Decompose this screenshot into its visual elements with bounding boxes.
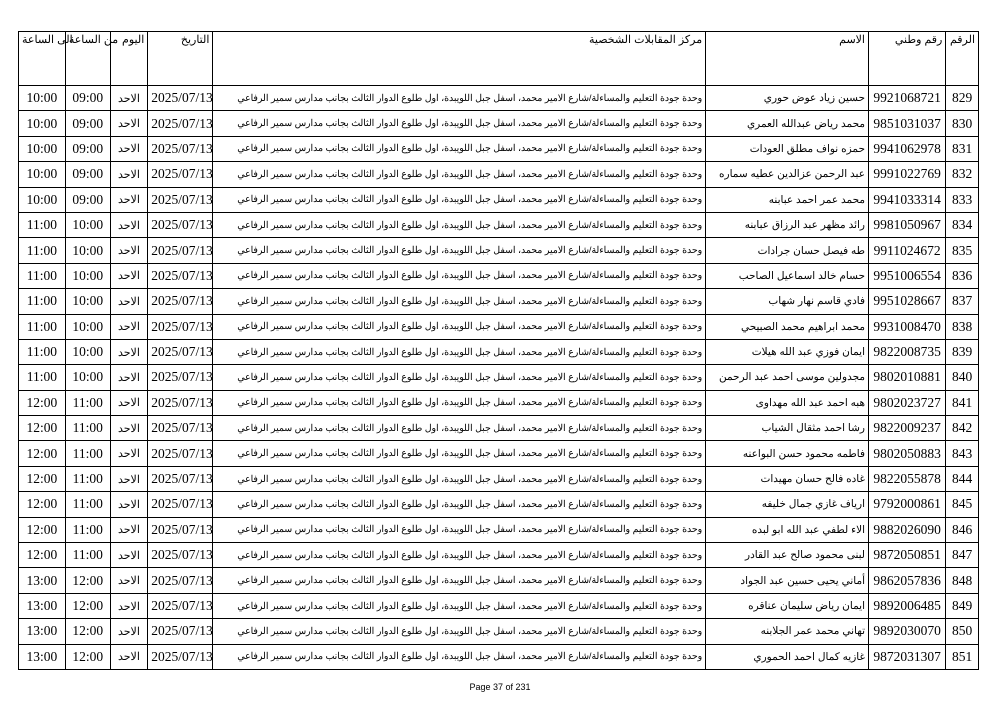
header-day: اليوم (110, 32, 148, 86)
national-id-cell: 9862057836 (869, 568, 946, 593)
day-cell: الاحد (110, 238, 148, 263)
date-cell: 2025/07/13 (148, 263, 213, 288)
to-time-cell: 11:00 (19, 263, 66, 288)
from-time-cell: 11:00 (65, 492, 110, 517)
name-cell: ايمان فوزي عبد الله هيلات (706, 339, 869, 364)
number-cell: 837 (946, 289, 979, 314)
from-time-cell: 11:00 (65, 416, 110, 441)
from-time-cell: 10:00 (65, 314, 110, 339)
number-cell: 845 (946, 492, 979, 517)
center-cell: وحدة جودة التعليم والمساءلة/شارع الامير محمد، اسفل جبل اللويبدة، اول طلوع الدوار الثالث بجانب مدارس سمير الرفاعي (213, 543, 706, 568)
from-time-cell: 12:00 (65, 568, 110, 593)
number-cell: 832 (946, 162, 979, 187)
header-number: الرقم (946, 32, 979, 86)
day-cell: الاحد (110, 593, 148, 618)
to-time-cell: 10:00 (19, 162, 66, 187)
name-cell: غاده فالح حسان مهيدات (706, 466, 869, 491)
table-row (19, 86, 979, 111)
to-time-cell: 11:00 (19, 238, 66, 263)
to-time-cell: 11:00 (19, 314, 66, 339)
date-cell: 2025/07/13 (148, 238, 213, 263)
center-cell: وحدة جودة التعليم والمساءلة/شارع الامير محمد، اسفل جبل اللويبدة، اول طلوع الدوار الثالث بجانب مدارس سمير الرفاعي (213, 289, 706, 314)
day-cell: الاحد (110, 619, 148, 644)
center-cell: وحدة جودة التعليم والمساءلة/شارع الامير محمد، اسفل جبل اللويبدة، اول طلوع الدوار الثالث بجانب مدارس سمير الرفاعي (213, 212, 706, 237)
to-time-cell: 12:00 (19, 492, 66, 517)
center-cell: وحدة جودة التعليم والمساءلة/شارع الامير محمد، اسفل جبل اللويبدة، اول طلوع الدوار الثالث بجانب مدارس سمير الرفاعي (213, 86, 706, 111)
name-cell: حمزه نواف مطلق العودات (706, 136, 869, 161)
day-cell: الاحد (110, 416, 148, 441)
from-time-cell: 10:00 (65, 365, 110, 390)
center-cell: وحدة جودة التعليم والمساءلة/شارع الامير محمد، اسفل جبل اللويبدة، اول طلوع الدوار الثالث بجانب مدارس سمير الرفاعي (213, 644, 706, 669)
to-time-cell: 10:00 (19, 187, 66, 212)
to-time-cell: 10:00 (19, 86, 66, 111)
date-cell: 2025/07/13 (148, 187, 213, 212)
number-cell: 843 (946, 441, 979, 466)
header-name: الاسم (706, 32, 869, 86)
number-cell: 829 (946, 86, 979, 111)
center-cell: وحدة جودة التعليم والمساءلة/شارع الامير محمد، اسفل جبل اللويبدة، اول طلوع الدوار الثالث بجانب مدارس سمير الرفاعي (213, 111, 706, 136)
day-cell: الاحد (110, 543, 148, 568)
national-id-cell: 9931008470 (869, 314, 946, 339)
from-time-cell: 09:00 (65, 162, 110, 187)
to-time-cell: 12:00 (19, 517, 66, 542)
table-row (19, 314, 979, 339)
to-time-cell: 10:00 (19, 111, 66, 136)
to-time-cell: 11:00 (19, 289, 66, 314)
number-cell: 842 (946, 416, 979, 441)
table-row (19, 238, 979, 263)
table-row (19, 111, 979, 136)
name-cell: ايمان رياض سليمان عناقره (706, 593, 869, 618)
center-cell: وحدة جودة التعليم والمساءلة/شارع الامير محمد، اسفل جبل اللويبدة، اول طلوع الدوار الثالث بجانب مدارس سمير الرفاعي (213, 263, 706, 288)
national-id-cell: 9911024672 (869, 238, 946, 263)
day-cell: الاحد (110, 212, 148, 237)
table-row (19, 212, 979, 237)
table-row (19, 466, 979, 491)
day-cell: الاحد (110, 365, 148, 390)
to-time-cell: 13:00 (19, 593, 66, 618)
day-cell: الاحد (110, 466, 148, 491)
national-id-cell: 9872031307 (869, 644, 946, 669)
center-cell: وحدة جودة التعليم والمساءلة/شارع الامير محمد، اسفل جبل اللويبدة، اول طلوع الدوار الثالث بجانب مدارس سمير الرفاعي (213, 466, 706, 491)
national-id-cell: 9941062978 (869, 136, 946, 161)
center-cell: وحدة جودة التعليم والمساءلة/شارع الامير محمد، اسفل جبل اللويبدة، اول طلوع الدوار الثالث بجانب مدارس سمير الرفاعي (213, 238, 706, 263)
day-cell: الاحد (110, 644, 148, 669)
number-cell: 850 (946, 619, 979, 644)
national-id-cell: 9941033314 (869, 187, 946, 212)
to-time-cell: 12:00 (19, 543, 66, 568)
from-time-cell: 10:00 (65, 212, 110, 237)
number-cell: 838 (946, 314, 979, 339)
date-cell: 2025/07/13 (148, 492, 213, 517)
table-row (19, 492, 979, 517)
day-cell: الاحد (110, 136, 148, 161)
center-cell: وحدة جودة التعليم والمساءلة/شارع الامير محمد، اسفل جبل اللويبدة، اول طلوع الدوار الثالث بجانب مدارس سمير الرفاعي (213, 365, 706, 390)
center-cell: وحدة جودة التعليم والمساءلة/شارع الامير محمد، اسفل جبل اللويبدة، اول طلوع الدوار الثالث بجانب مدارس سمير الرفاعي (213, 593, 706, 618)
date-cell: 2025/07/13 (148, 162, 213, 187)
name-cell: تهاني محمد عمر الجلابنه (706, 619, 869, 644)
national-id-cell: 9981050967 (869, 212, 946, 237)
name-cell: محمد ابراهيم محمد الصبيحي (706, 314, 869, 339)
from-time-cell: 11:00 (65, 441, 110, 466)
header-date: التاريخ (148, 32, 213, 86)
center-cell: وحدة جودة التعليم والمساءلة/شارع الامير محمد، اسفل جبل اللويبدة، اول طلوع الدوار الثالث بجانب مدارس سمير الرفاعي (213, 619, 706, 644)
from-time-cell: 11:00 (65, 543, 110, 568)
number-cell: 834 (946, 212, 979, 237)
national-id-cell: 9892006485 (869, 593, 946, 618)
date-cell: 2025/07/13 (148, 517, 213, 542)
center-cell: وحدة جودة التعليم والمساءلة/شارع الامير محمد، اسفل جبل اللويبدة، اول طلوع الدوار الثالث بجانب مدارس سمير الرفاعي (213, 492, 706, 517)
to-time-cell: 12:00 (19, 441, 66, 466)
table-row (19, 289, 979, 314)
date-cell: 2025/07/13 (148, 136, 213, 161)
day-cell: الاحد (110, 187, 148, 212)
name-cell: غازيه كمال احمد الحموري (706, 644, 869, 669)
number-cell: 846 (946, 517, 979, 542)
page-footer: Page 37 of 231 (469, 682, 531, 692)
number-cell: 835 (946, 238, 979, 263)
day-cell: الاحد (110, 86, 148, 111)
name-cell: فاطمه محمود حسن البواعنه (706, 441, 869, 466)
national-id-cell: 9951028667 (869, 289, 946, 314)
national-id-cell: 9872050851 (869, 543, 946, 568)
national-id-cell: 9822009237 (869, 416, 946, 441)
to-time-cell: 12:00 (19, 416, 66, 441)
from-time-cell: 10:00 (65, 263, 110, 288)
center-cell: وحدة جودة التعليم والمساءلة/شارع الامير محمد، اسفل جبل اللويبدة، اول طلوع الدوار الثالث بجانب مدارس سمير الرفاعي (213, 187, 706, 212)
table-row (19, 136, 979, 161)
name-cell: لبنى محمود صالح عبد القادر (706, 543, 869, 568)
national-id-cell: 9892030070 (869, 619, 946, 644)
date-cell: 2025/07/13 (148, 593, 213, 618)
name-cell: الاء لطفي عبد الله ابو لبده (706, 517, 869, 542)
number-cell: 844 (946, 466, 979, 491)
date-cell: 2025/07/13 (148, 441, 213, 466)
national-id-cell: 9921068721 (869, 86, 946, 111)
name-cell: محمد عمر احمد عبابنه (706, 187, 869, 212)
date-cell: 2025/07/13 (148, 212, 213, 237)
day-cell: الاحد (110, 111, 148, 136)
number-cell: 841 (946, 390, 979, 415)
number-cell: 833 (946, 187, 979, 212)
date-cell: 2025/07/13 (148, 390, 213, 415)
from-time-cell: 12:00 (65, 619, 110, 644)
day-cell: الاحد (110, 517, 148, 542)
center-cell: وحدة جودة التعليم والمساءلة/شارع الامير محمد، اسفل جبل اللويبدة، اول طلوع الدوار الثالث بجانب مدارس سمير الرفاعي (213, 136, 706, 161)
table-row (19, 517, 979, 542)
day-cell: الاحد (110, 162, 148, 187)
number-cell: 836 (946, 263, 979, 288)
table-row (19, 441, 979, 466)
day-cell: الاحد (110, 314, 148, 339)
date-cell: 2025/07/13 (148, 416, 213, 441)
date-cell: 2025/07/13 (148, 619, 213, 644)
from-time-cell: 09:00 (65, 111, 110, 136)
number-cell: 830 (946, 111, 979, 136)
to-time-cell: 13:00 (19, 619, 66, 644)
number-cell: 848 (946, 568, 979, 593)
date-cell: 2025/07/13 (148, 644, 213, 669)
number-cell: 831 (946, 136, 979, 161)
name-cell: مجدولين موسى احمد عبد الرحمن (706, 365, 869, 390)
from-time-cell: 09:00 (65, 86, 110, 111)
header-national-id: رقم وطني (869, 32, 946, 86)
from-time-cell: 11:00 (65, 466, 110, 491)
date-cell: 2025/07/13 (148, 314, 213, 339)
date-cell: 2025/07/13 (148, 86, 213, 111)
national-id-cell: 9991022769 (869, 162, 946, 187)
to-time-cell: 11:00 (19, 212, 66, 237)
national-id-cell: 9822055878 (869, 466, 946, 491)
name-cell: طه فيصل حسان جرادات (706, 238, 869, 263)
header-to-time: الى الساعة (19, 32, 66, 86)
name-cell: عبد الرحمن عزالدين عطيه سماره (706, 162, 869, 187)
center-cell: وحدة جودة التعليم والمساءلة/شارع الامير محمد، اسفل جبل اللويبدة، اول طلوع الدوار الثالث بجانب مدارس سمير الرفاعي (213, 390, 706, 415)
number-cell: 849 (946, 593, 979, 618)
from-time-cell: 09:00 (65, 187, 110, 212)
center-cell: وحدة جودة التعليم والمساءلة/شارع الامير محمد، اسفل جبل اللويبدة، اول طلوع الدوار الثالث بجانب مدارس سمير الرفاعي (213, 339, 706, 364)
header-row (19, 32, 979, 86)
name-cell: هبه احمد عبد الله مهداوى (706, 390, 869, 415)
national-id-cell: 9802050883 (869, 441, 946, 466)
table-row (19, 263, 979, 288)
number-cell: 839 (946, 339, 979, 364)
national-id-cell: 9951006554 (869, 263, 946, 288)
to-time-cell: 12:00 (19, 466, 66, 491)
to-time-cell: 12:00 (19, 390, 66, 415)
day-cell: الاحد (110, 263, 148, 288)
from-time-cell: 10:00 (65, 339, 110, 364)
table-row (19, 568, 979, 593)
from-time-cell: 11:00 (65, 390, 110, 415)
name-cell: حسام خالد اسماعيل الصاحب (706, 263, 869, 288)
table-row (19, 365, 979, 390)
day-cell: الاحد (110, 441, 148, 466)
schedule-table (18, 31, 979, 670)
to-time-cell: 11:00 (19, 339, 66, 364)
name-cell: رشا احمد مثقال الشياب (706, 416, 869, 441)
date-cell: 2025/07/13 (148, 543, 213, 568)
national-id-cell: 9802010881 (869, 365, 946, 390)
center-cell: وحدة جودة التعليم والمساءلة/شارع الامير محمد، اسفل جبل اللويبدة، اول طلوع الدوار الثالث بجانب مدارس سمير الرفاعي (213, 416, 706, 441)
from-time-cell: 10:00 (65, 289, 110, 314)
number-cell: 840 (946, 365, 979, 390)
center-cell: وحدة جودة التعليم والمساءلة/شارع الامير محمد، اسفل جبل اللويبدة، اول طلوع الدوار الثالث بجانب مدارس سمير الرفاعي (213, 441, 706, 466)
number-cell: 847 (946, 543, 979, 568)
header-center: مركز المقابلات الشخصية (213, 32, 706, 86)
header-from-time: من الساعة (65, 32, 110, 86)
national-id-cell: 9792000861 (869, 492, 946, 517)
center-cell: وحدة جودة التعليم والمساءلة/شارع الامير محمد، اسفل جبل اللويبدة، اول طلوع الدوار الثالث بجانب مدارس سمير الرفاعي (213, 568, 706, 593)
day-cell: الاحد (110, 289, 148, 314)
name-cell: أماني يحيى حسين عبد الجواد (706, 568, 869, 593)
name-cell: محمد رياض عبدالله العمري (706, 111, 869, 136)
from-time-cell: 12:00 (65, 593, 110, 618)
day-cell: الاحد (110, 339, 148, 364)
name-cell: حسين زياد عوض حوري (706, 86, 869, 111)
number-cell: 851 (946, 644, 979, 669)
day-cell: الاحد (110, 390, 148, 415)
center-cell: وحدة جودة التعليم والمساءلة/شارع الامير محمد، اسفل جبل اللويبدة، اول طلوع الدوار الثالث بجانب مدارس سمير الرفاعي (213, 314, 706, 339)
national-id-cell: 9802023727 (869, 390, 946, 415)
table-row (19, 416, 979, 441)
from-time-cell: 12:00 (65, 644, 110, 669)
date-cell: 2025/07/13 (148, 289, 213, 314)
center-cell: وحدة جودة التعليم والمساءلة/شارع الامير محمد، اسفل جبل اللويبدة، اول طلوع الدوار الثالث بجانب مدارس سمير الرفاعي (213, 517, 706, 542)
table-row (19, 593, 979, 618)
table-row (19, 644, 979, 669)
name-cell: فادي قاسم نهار شهاب (706, 289, 869, 314)
day-cell: الاحد (110, 492, 148, 517)
to-time-cell: 10:00 (19, 136, 66, 161)
table-row (19, 619, 979, 644)
table-row (19, 390, 979, 415)
date-cell: 2025/07/13 (148, 466, 213, 491)
table-row (19, 162, 979, 187)
from-time-cell: 11:00 (65, 517, 110, 542)
national-id-cell: 9822008735 (869, 339, 946, 364)
day-cell: الاحد (110, 568, 148, 593)
national-id-cell: 9851031037 (869, 111, 946, 136)
name-cell: رائد مظهر عبد الرزاق عبابنه (706, 212, 869, 237)
date-cell: 2025/07/13 (148, 365, 213, 390)
date-cell: 2025/07/13 (148, 339, 213, 364)
table-row (19, 543, 979, 568)
to-time-cell: 11:00 (19, 365, 66, 390)
date-cell: 2025/07/13 (148, 111, 213, 136)
to-time-cell: 13:00 (19, 644, 66, 669)
table-row (19, 339, 979, 364)
from-time-cell: 10:00 (65, 238, 110, 263)
national-id-cell: 9882026090 (869, 517, 946, 542)
center-cell: وحدة جودة التعليم والمساءلة/شارع الامير محمد، اسفل جبل اللويبدة، اول طلوع الدوار الثالث بجانب مدارس سمير الرفاعي (213, 162, 706, 187)
date-cell: 2025/07/13 (148, 568, 213, 593)
name-cell: ارياف غازي جمال خليفه (706, 492, 869, 517)
table-row (19, 187, 979, 212)
from-time-cell: 09:00 (65, 136, 110, 161)
to-time-cell: 13:00 (19, 568, 66, 593)
